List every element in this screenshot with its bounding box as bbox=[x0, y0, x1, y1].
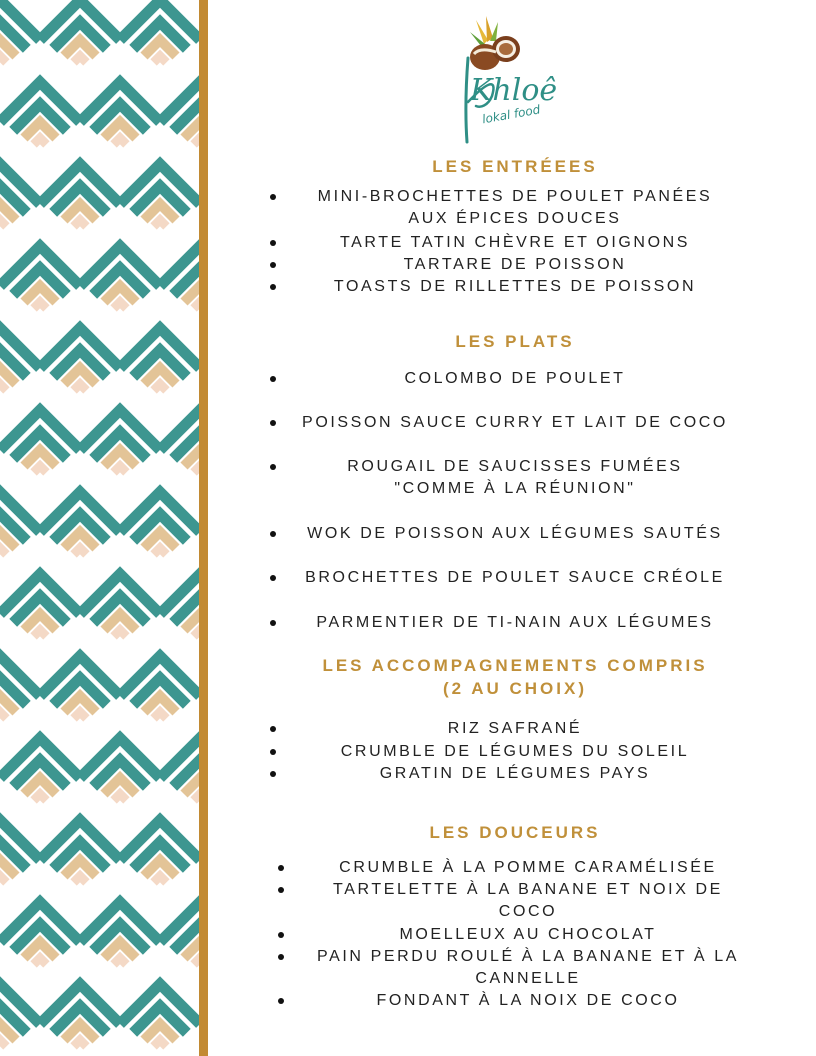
chevron bbox=[114, 794, 127, 800]
item-line: BROCHETTES DE POULET SAUCE CRÉOLE bbox=[305, 569, 725, 586]
douceurs-item bbox=[288, 990, 768, 1012]
plats-item bbox=[280, 567, 750, 589]
item-line: POISSON SAUCE CURRY ET LAIT DE COCO bbox=[302, 414, 728, 431]
bullet bbox=[270, 284, 276, 290]
plats-item bbox=[280, 368, 750, 390]
chevron bbox=[34, 138, 47, 144]
decorative-chevron-pattern bbox=[0, 0, 199, 1056]
bullet bbox=[270, 194, 276, 200]
chevron bbox=[34, 466, 47, 472]
bullet bbox=[278, 932, 284, 938]
chevron bbox=[0, 548, 6, 554]
chevron bbox=[34, 630, 47, 636]
chevron bbox=[0, 712, 6, 718]
entrees-item bbox=[280, 254, 750, 276]
douceurs-heading: LES DOUCEURS bbox=[429, 823, 601, 842]
item-line: COLOMBO DE POULET bbox=[404, 370, 626, 387]
item-line: CRUMBLE DE LÉGUMES DU SOLEIL bbox=[340, 743, 690, 760]
bullet bbox=[278, 954, 284, 960]
plats-item bbox=[280, 523, 750, 545]
item-line: CRUMBLE À LA POMME CARAMÉLISÉE bbox=[339, 859, 717, 876]
khloe-logo bbox=[440, 14, 570, 146]
bullet bbox=[278, 998, 284, 1004]
chevron bbox=[74, 876, 87, 882]
accompagnements-heading-line-2: (2 AU CHOIX) bbox=[443, 679, 587, 698]
douceurs-item bbox=[288, 946, 768, 990]
item-line: GRATIN DE LÉGUMES PAYS bbox=[379, 765, 651, 782]
bullet bbox=[278, 887, 284, 893]
item-line: MINI-BROCHETTES DE POULET PANÉES bbox=[317, 188, 713, 205]
plats-item bbox=[280, 412, 750, 434]
chevron bbox=[154, 220, 167, 226]
entrees-item bbox=[280, 276, 750, 298]
entrees-item bbox=[280, 232, 750, 254]
item-line: AUX ÉPICES DOUCES bbox=[408, 210, 622, 227]
brand-tagline: lokal food bbox=[481, 102, 542, 127]
chevron bbox=[114, 630, 127, 636]
entrees-heading: LES ENTRÉEES bbox=[432, 157, 598, 176]
bullet bbox=[270, 771, 276, 777]
accompagnements-item bbox=[280, 718, 750, 740]
item-line: TARTE TATIN CHÈVRE ET OIGNONS bbox=[339, 234, 691, 251]
chevron bbox=[154, 548, 167, 554]
item-line: CANNELLE bbox=[475, 970, 581, 987]
chevron bbox=[154, 876, 167, 882]
bullet bbox=[270, 420, 276, 426]
item-line: MOELLEUX AU CHOCOLAT bbox=[399, 926, 657, 943]
chevron bbox=[0, 1040, 6, 1046]
chevron bbox=[114, 302, 127, 308]
item-line: ROUGAIL DE SAUCISSES FUMÉES bbox=[347, 458, 683, 475]
chevron bbox=[0, 876, 6, 882]
item-line: PARMENTIER DE TI-NAIN AUX LÉGUMES bbox=[316, 614, 714, 631]
chevron bbox=[0, 220, 6, 226]
menu-content bbox=[230, 0, 800, 1056]
bullet bbox=[278, 865, 284, 871]
douceurs-item bbox=[288, 879, 768, 923]
chevron bbox=[34, 958, 47, 964]
item-line: TOASTS DE RILLETTES DE POISSON bbox=[333, 278, 697, 295]
douceurs-item bbox=[288, 924, 768, 946]
chevron bbox=[154, 56, 167, 62]
item-line: FONDANT À LA NOIX DE COCO bbox=[376, 992, 680, 1009]
bullet bbox=[270, 620, 276, 626]
chevron bbox=[114, 138, 127, 144]
bullet bbox=[270, 376, 276, 382]
item-line: TARTARE DE POISSON bbox=[403, 256, 627, 273]
bullet bbox=[270, 749, 276, 755]
plats-heading: LES PLATS bbox=[455, 332, 575, 351]
accompagnements-item bbox=[280, 741, 750, 763]
bullet bbox=[270, 575, 276, 581]
brand-name: Khloê bbox=[470, 73, 558, 108]
chevron bbox=[74, 384, 87, 390]
item-line: WOK DE POISSON AUX LÉGUMES SAUTÉS bbox=[307, 525, 723, 542]
chevron bbox=[34, 794, 47, 800]
chevron bbox=[154, 384, 167, 390]
accompagnements-item bbox=[280, 763, 750, 785]
accompagnements-heading-line-1: LES ACCOMPAGNEMENTS COMPRIS bbox=[322, 656, 708, 675]
chevron bbox=[114, 466, 127, 472]
plats-item bbox=[280, 456, 750, 500]
chevron bbox=[0, 384, 6, 390]
item-line: RIZ SAFRANÉ bbox=[447, 720, 583, 737]
item-line: COCO bbox=[498, 903, 558, 920]
chevron bbox=[74, 56, 87, 62]
chevron bbox=[74, 548, 87, 554]
bullet bbox=[270, 464, 276, 470]
bullet bbox=[270, 240, 276, 246]
item-line: TARTELETTE À LA BANANE ET NOIX DE bbox=[333, 881, 723, 898]
chevron bbox=[114, 958, 127, 964]
bullet bbox=[270, 726, 276, 732]
chevron bbox=[74, 220, 87, 226]
chevron bbox=[154, 712, 167, 718]
douceurs-item bbox=[288, 857, 768, 879]
chevron bbox=[154, 1040, 167, 1046]
chevron bbox=[74, 1040, 87, 1046]
chevron bbox=[74, 712, 87, 718]
bullet bbox=[270, 262, 276, 268]
plats-item bbox=[280, 612, 750, 634]
item-line: "COMME À LA RÉUNION" bbox=[394, 480, 636, 497]
chevron bbox=[34, 302, 47, 308]
bullet bbox=[270, 531, 276, 537]
gold-divider-bar bbox=[199, 0, 208, 1056]
chevron bbox=[0, 56, 6, 62]
item-line: PAIN PERDU ROULÉ À LA BANANE ET À LA bbox=[316, 948, 739, 965]
entrees-item bbox=[280, 186, 750, 230]
